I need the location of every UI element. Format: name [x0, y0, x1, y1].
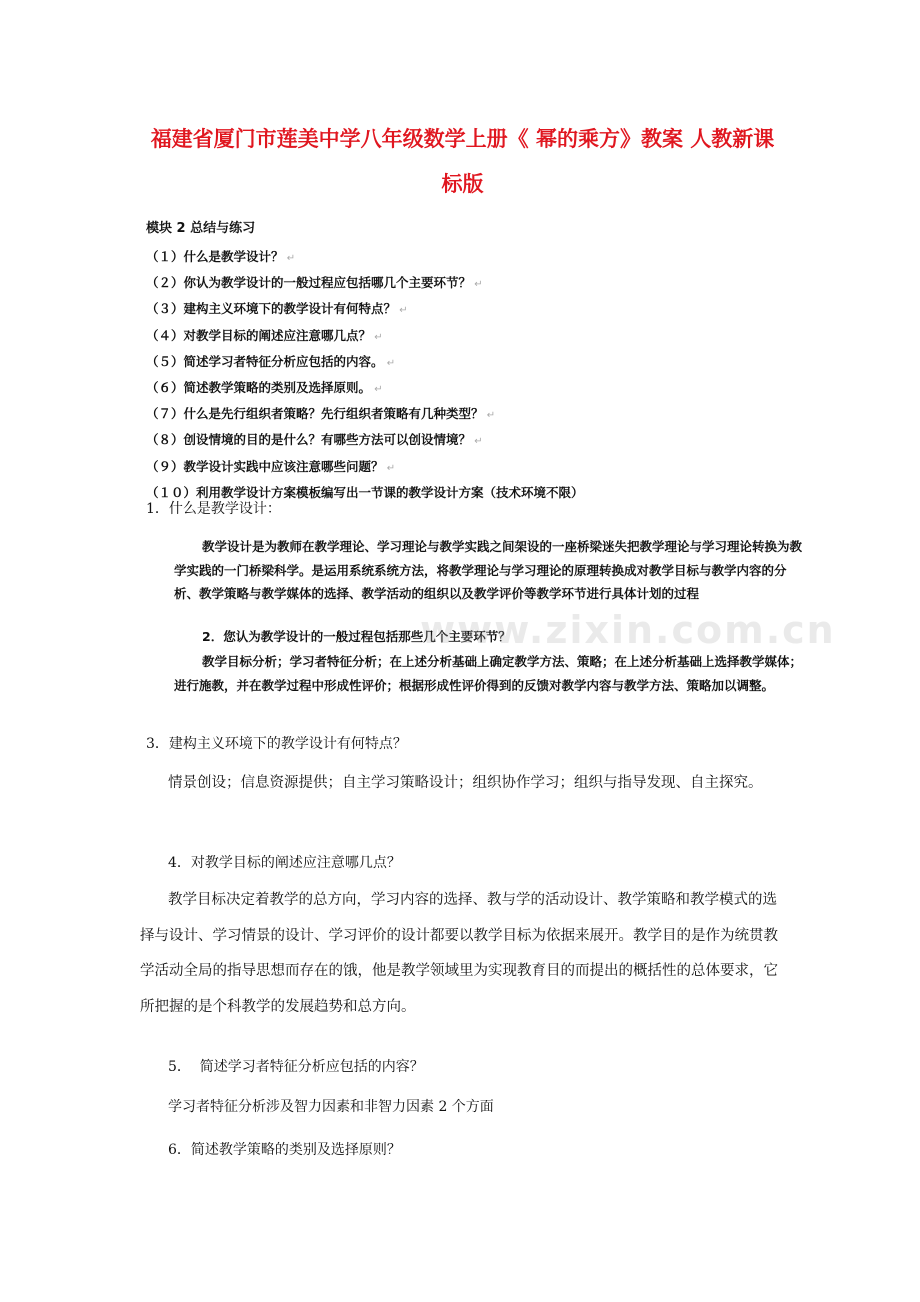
return-mark-icon: ↵: [471, 436, 483, 448]
question-item: （７）什么是先行组织者策略？先行组织者策略有几种类型？ ↵: [146, 406, 496, 422]
answer-3-text: 情景创设；信息资源提供；自主学习策略设计；组织协作学习；组织与指导发现、自主探究。: [168, 775, 763, 791]
question-item: （８）创设情境的目的是什么？有哪些方法可以创设情境？ ↵: [146, 432, 483, 448]
module-heading: 模块 2 总结与练习: [146, 221, 256, 236]
answer-1-text: 教学设计是为教师在教学理论、学习理论与教学实践之间架设的一座桥梁迷失把教学理论与学习理论转换为教学实践的一门桥梁科学。是运用系统系统方法，将教学理论与学习理论的原理转换成对教学目标与教学内容的分析、教学策略与教学媒体的选择、教学活动的组织以及教学评价等教学环节进行具体计划的过程: [174, 539, 803, 601]
answer-2-heading: 2．您认为教学设计的一般过程包括那些几个主要环节？: [202, 629, 511, 644]
return-mark-icon: ↵: [283, 253, 296, 264]
question-item: （６）简述教学策略的类别及选择原则。 ↵: [146, 380, 383, 396]
answer-4-text: 教学目标决定着教学的总方向，学习内容的选择、教与学的活动设计、教学策略和教学模式的选择与设计、学习情景的设计、学习评价的设计都要以教学目标为依据来展开。教学目的是作为统贯教学活动全局的指导思想而存在的饿，他是教学领域里为实现教育目的而提出的概括性的总体要求，它所把握的是个科教学的发展趋势和总方向。: [140, 892, 778, 1015]
return-mark-icon: ↵: [483, 410, 496, 422]
answer-3-heading: 3．建构主义环境下的教学设计有何特点？: [146, 736, 407, 752]
document-title-line-2: 标版: [441, 172, 484, 196]
question-item: （１）什么是教学设计？ ↵: [146, 249, 296, 264]
question-item: （５）简述学习者特征分析应包括的内容。 ↵: [146, 353, 396, 369]
answer-6-heading: 6．简述教学策略的类别及选择原则？: [168, 1142, 401, 1158]
question-item: （１０）利用教学设计方案模板编写出一节课的教学设计方案（技术环境不限）: [146, 484, 584, 500]
return-mark-icon: ↵: [371, 384, 383, 396]
answer-5-heading: 5． 简述学习者特征分析应包括的内容？: [168, 1059, 424, 1075]
question-item: （４）对教学目标的阐述应注意哪几点？ ↵: [146, 327, 383, 343]
return-mark-icon: ↵: [396, 305, 408, 317]
return-mark-icon: ↵: [383, 357, 396, 369]
question-item: （９）教学设计实践中应该注意哪些问题？ ↵: [146, 458, 396, 474]
question-list: [146, 245, 584, 505]
answer-4-heading: 4．对教学目标的阐述应注意哪几点？: [168, 855, 401, 871]
answer-5-text: 学习者特征分析涉及智力因素和非智力因素 2 个方面: [168, 1099, 494, 1115]
answer-1-heading: 1．什么是教学设计：: [146, 501, 281, 517]
return-mark-icon: ↵: [383, 462, 396, 474]
document-title-line-1: 福建省厦门市莲美中学八年级数学上册《 幂的乘方》教案 人教新课: [150, 127, 775, 151]
answer-2-text: 教学目标分析；学习者特征分析；在上述分析基础上确定教学方法、策略；在上述分析基础上选择教学媒体；进行施教，并在教学过程中形成性评价；根据形成性评价得到的反馈对教学内容与教学方法、策略加以调整。: [174, 654, 803, 693]
question-item: （３）建构主义环境下的教学设计有何特点？ ↵: [146, 301, 408, 317]
question-item: （２）你认为教学设计的一般过程应包括哪几个主要环节？ ↵: [146, 275, 483, 291]
watermark: www.zixin.com.cn: [420, 608, 836, 652]
return-mark-icon: ↵: [371, 331, 383, 343]
return-mark-icon: ↵: [471, 279, 483, 291]
